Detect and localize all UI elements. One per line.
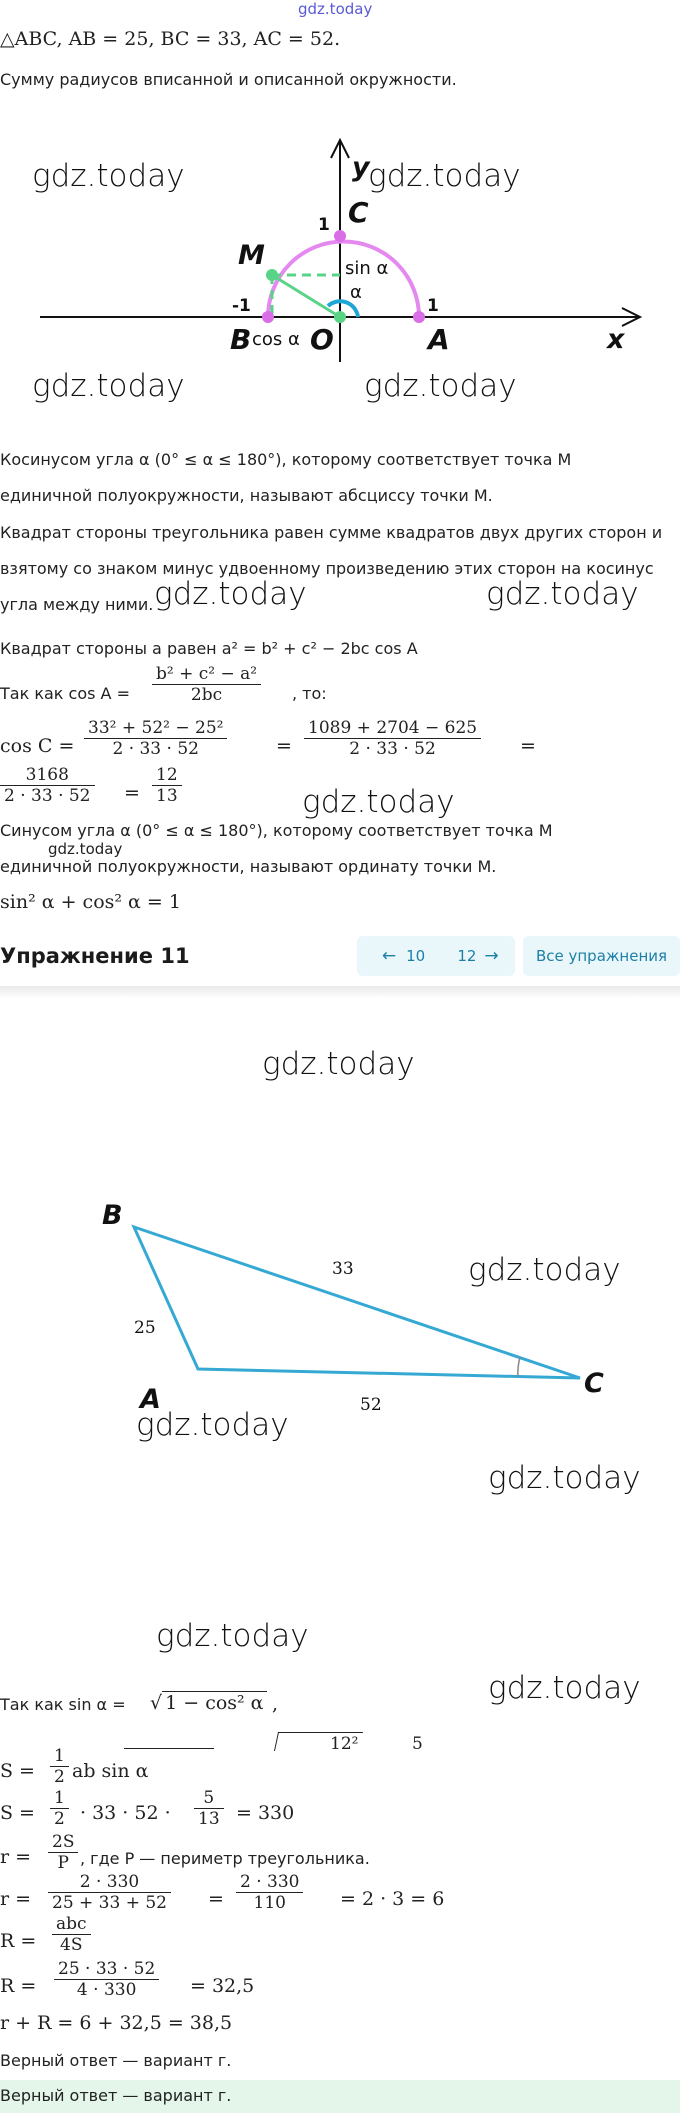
next-exercise-label: 12	[457, 947, 477, 965]
s-formula-lhs: S =	[0, 1760, 35, 1782]
watermark: gdz.today	[136, 1407, 289, 1443]
sqrt-content: 1 − cos² α	[162, 1691, 266, 1714]
s-formula-tail: ab sin α	[72, 1760, 149, 1782]
arrow-left-icon: ←	[381, 946, 397, 966]
watermark: gdz.today	[368, 158, 521, 194]
answer-bar	[0, 2080, 680, 2113]
cos-c-fraction3: $\frac{3168}{2 \cdot 33 \cdot 52}$	[0, 765, 95, 806]
label-one-top: 1	[318, 215, 330, 235]
big-r-formula-lhs: R =	[0, 1930, 37, 1952]
all-exercises-label: Все упражнения	[535, 947, 668, 965]
watermark: gdz.today	[486, 576, 639, 612]
r-value-fraction1: $\frac{2 \cdot 330}{25 + 33 + 52}$	[48, 1872, 171, 1913]
label-bc: 33	[332, 1259, 354, 1279]
label-a: A	[428, 323, 450, 356]
sin-definition-line2: единичной полуокружности, называют ординату точки M.	[0, 857, 497, 876]
s-value-mid: · 33 · 52 ·	[80, 1802, 171, 1824]
s-value-five-thirteenths: $\frac{5}{13}$	[194, 1788, 224, 1829]
cos-c-fraction1: $\frac{\text{33² + 52² − 25²}}{2 \cdot 33 \cdot 52}$	[84, 718, 227, 759]
label-c: C	[584, 1368, 604, 1399]
s-value-tail: = 330	[236, 1802, 295, 1824]
s-value-half: $\frac{1}{2}$	[50, 1788, 69, 1829]
r-value-lhs: r =	[0, 1888, 32, 1910]
r-formula-tail: , где P — периметр треугольника.	[80, 1849, 370, 1868]
law-of-cosines-line2: взятому со знаком минус удвоенному произведению этих сторон на косинус	[0, 559, 654, 578]
r-value-fraction2: $\frac{2 \cdot 330}{110}$	[236, 1872, 303, 1913]
answer-line: Верный ответ — вариант г.	[0, 2051, 232, 2070]
r-formula-lhs: r =	[0, 1846, 32, 1868]
law-of-cosines-line3: угла между ними.	[0, 595, 154, 614]
label-ac: 52	[360, 1395, 382, 1415]
big-r-value-tail: = 32,5	[190, 1975, 255, 1997]
label-y: y	[352, 152, 370, 183]
watermark: gdz.today	[262, 1046, 415, 1082]
label-m: M	[238, 240, 265, 271]
watermark: gdz.today	[468, 1252, 621, 1288]
problem-task: Сумму радиусов вписанной и описанной окружности.	[0, 70, 457, 89]
watermark: gdz.today	[154, 576, 307, 612]
label-x: x	[607, 324, 625, 355]
cos-definition-line2: единичной полуокружности, называют абсциссу точки M.	[0, 486, 493, 505]
answer-bar-text: Верный ответ — вариант г.	[0, 2086, 232, 2105]
point-o	[334, 311, 346, 323]
point-a	[413, 311, 425, 323]
label-c: C	[348, 196, 369, 229]
watermark: gdz.today	[488, 1670, 641, 1706]
since-cos-a: Так как cos A =	[0, 684, 130, 703]
s-value-lhs: S =	[0, 1802, 35, 1824]
law-of-cosines-line1: Квадрат стороны треугольника равен сумме квадратов двух других сторон и	[0, 523, 663, 542]
sum-line: r + R = 6 + 32,5 = 38,5	[0, 2012, 233, 2034]
label-minus-one: -1	[232, 296, 251, 316]
sin-definition-line1: Синусом угла α (0° ≤ α ≤ 180°), которому соответствует точка M	[0, 821, 553, 840]
nav-divider	[0, 986, 680, 998]
triangle-diagram	[0, 1180, 680, 1420]
watermark: gdz.today	[364, 368, 517, 404]
small-watermark: gdz.today	[48, 840, 123, 858]
radius-om	[272, 275, 340, 317]
equals: =	[208, 1888, 224, 1910]
label-a: A	[140, 1384, 161, 1415]
prev-exercise-button[interactable]	[357, 936, 450, 976]
point-b	[262, 311, 274, 323]
all-exercises-button[interactable]	[523, 936, 680, 976]
cos-c-fraction4: $\frac{12}{13}$	[152, 765, 182, 806]
watermark: gdz.today	[32, 368, 185, 404]
watermark: gdz.today	[302, 784, 455, 820]
top-watermark: gdz.today	[298, 0, 373, 18]
partial-12-squared: 12²	[330, 1734, 359, 1754]
point-m	[266, 269, 278, 281]
label-one-right: 1	[427, 296, 439, 316]
s-formula-half: $\frac{1}{2}$	[50, 1746, 69, 1787]
law-formula: Квадрат стороны a равен a² = b² + c² − 2bc cos A	[0, 639, 418, 658]
big-r-value-fraction: $\frac{25 \cdot 33 \cdot 52}{4 \cdot 330}$	[54, 1959, 159, 2000]
r-value-tail: = 2 · 3 = 6	[340, 1888, 445, 1910]
cos-c-lhs: cos C =	[0, 735, 75, 757]
equals: =	[276, 735, 292, 757]
r-formula-fraction: $\frac{2S}{P}$	[48, 1832, 78, 1873]
angle-c-arc	[518, 1357, 520, 1377]
label-o: O	[310, 323, 334, 356]
cos-a-denominator: 2bc	[190, 685, 223, 705]
cos-c-fraction2: $\frac{1089 + 2704 - 625}{2 \cdot 33 \cdot 52}$	[304, 718, 481, 759]
prev-exercise-label: 10	[406, 947, 426, 965]
triangle-abc	[134, 1227, 580, 1378]
next-exercise-button[interactable]	[441, 936, 515, 976]
cos-a-fraction	[152, 664, 261, 705]
since-tail: , то:	[292, 684, 327, 703]
equals: =	[124, 782, 140, 804]
label-cos: cos α	[252, 329, 300, 350]
watermark: gdz.today	[488, 1460, 641, 1496]
sin-since: Так как sin α =	[0, 1695, 126, 1714]
watermark: gdz.today	[156, 1618, 309, 1654]
sin-tail: ,	[272, 1693, 279, 1715]
problem-given: △ABC, AB = 25, BC = 33, AC = 52.	[0, 28, 341, 50]
partial-5: 5	[412, 1734, 423, 1754]
partial-line-left	[124, 1748, 214, 1749]
label-alpha: α	[350, 282, 362, 303]
exercise-title: Упражнение 11	[0, 944, 190, 968]
big-r-formula-fraction: abc 4S	[52, 1914, 91, 1955]
watermark: gdz.today	[32, 158, 185, 194]
label-b: B	[230, 323, 252, 356]
big-r-value-lhs: R =	[0, 1975, 37, 1997]
label-sin: sin α	[345, 258, 389, 279]
unit-semicircle	[268, 242, 419, 318]
cos-a-numerator: b² + c² − a²	[152, 664, 261, 685]
label-b: B	[102, 1200, 123, 1231]
point-c	[334, 230, 346, 242]
identity: sin² α + cos² α = 1	[0, 891, 181, 913]
cos-definition-line1: Косинусом угла α (0° ≤ α ≤ 180°), которому соответствует точка M	[0, 450, 572, 469]
arrow-right-icon: →	[484, 946, 499, 966]
sin-sqrt: √ 1 − cos² α	[150, 1691, 267, 1714]
equals: =	[520, 735, 536, 757]
label-ab: 25	[134, 1318, 156, 1338]
